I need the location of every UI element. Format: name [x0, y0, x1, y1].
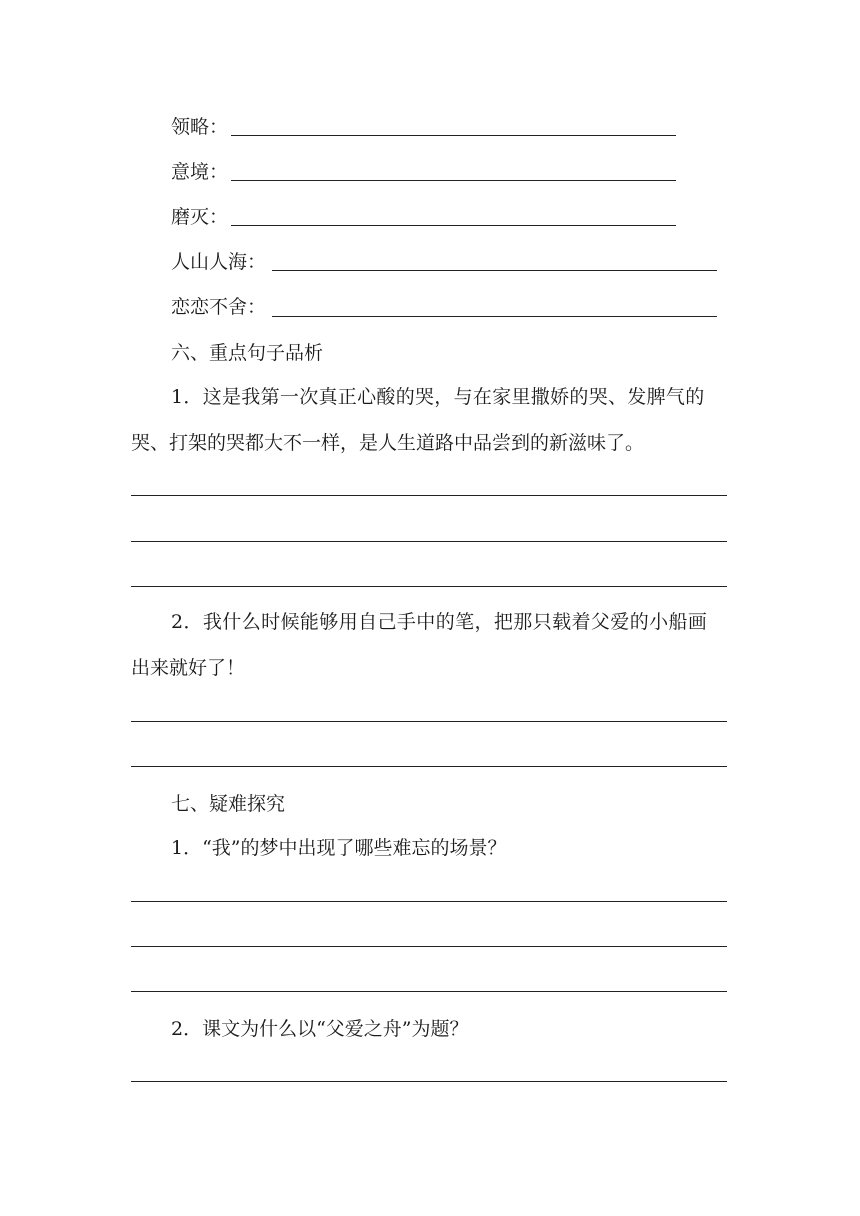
question-6-1-line2: 哭、打架的哭都大不一样，是人生道路中品尝到的新滋味了。	[131, 432, 645, 454]
question-7-1: 1．“我”的梦中出现了哪些难忘的场景？	[171, 837, 507, 859]
answer-line[interactable]	[131, 495, 727, 496]
vocab-blank-yijing[interactable]	[231, 180, 676, 181]
vocab-term-lianlianbushe: 恋恋不舍：	[171, 296, 267, 318]
section-heading-6: 六、重点句子品析	[171, 342, 324, 364]
answer-line[interactable]	[131, 901, 727, 902]
vocab-term-lingluo: 领略：	[171, 116, 229, 138]
question-6-1-line1: 1．这是我第一次真正心酸的哭，与在家里撒娇的哭、发脾气的	[171, 386, 705, 408]
answer-line[interactable]	[131, 586, 727, 587]
vocab-term-momie: 磨灭：	[171, 206, 229, 228]
question-7-2: 2．课文为什么以“父爱之舟”为题？	[171, 1018, 469, 1040]
section-heading-7: 七、疑难探究	[171, 793, 286, 815]
answer-line[interactable]	[131, 1081, 727, 1082]
vocab-blank-lianlianbushe[interactable]	[272, 316, 717, 317]
vocab-term-renshanrenhai: 人山人海：	[171, 251, 267, 273]
answer-line[interactable]	[131, 541, 727, 542]
vocab-blank-lingluo[interactable]	[231, 135, 676, 136]
question-6-2-line1: 2．我什么时候能够用自己手中的笔，把那只载着父爱的小船画	[171, 611, 708, 633]
answer-line[interactable]	[131, 766, 727, 767]
answer-line[interactable]	[131, 721, 727, 722]
answer-line[interactable]	[131, 946, 727, 947]
vocab-blank-momie[interactable]	[231, 225, 676, 226]
vocab-blank-renshanrenhai[interactable]	[272, 270, 717, 271]
vocab-term-yijing: 意境：	[171, 161, 229, 183]
answer-line[interactable]	[131, 991, 727, 992]
question-6-2-line2: 出来就好了！	[131, 657, 246, 679]
